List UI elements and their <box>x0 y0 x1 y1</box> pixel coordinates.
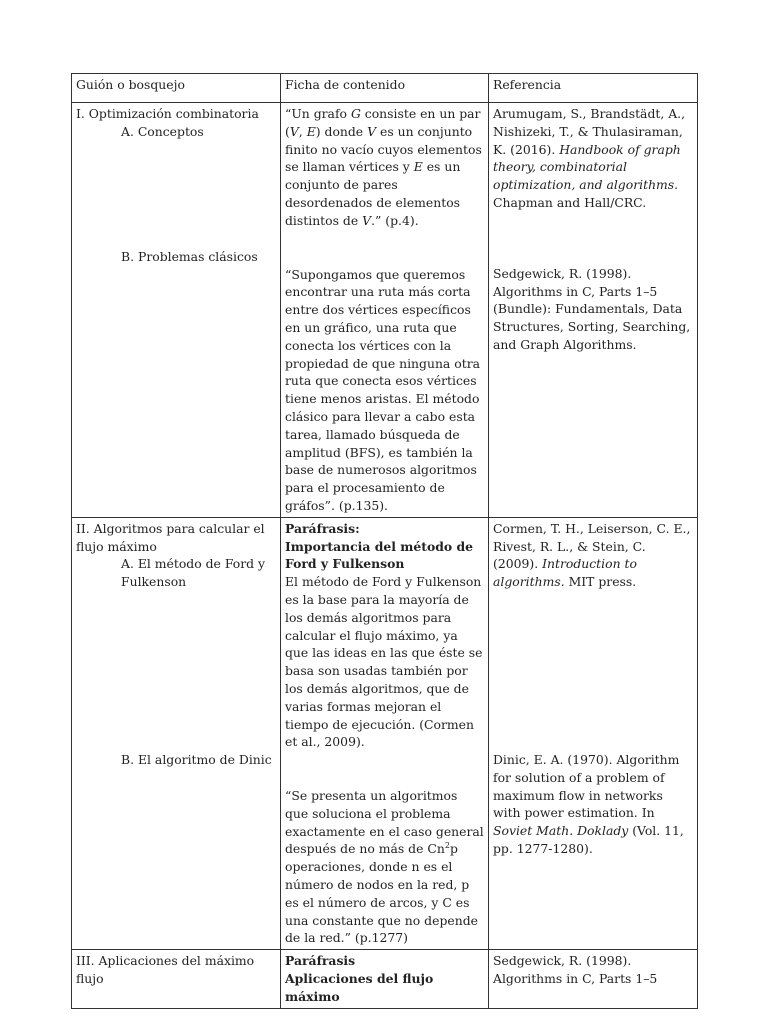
section-1b-reference: Sedgewick, R. (1998). Algorithms in C, Parts 1–5 (Bundle): Fundamentals, Data Structures, Sorting, Searching, and Graph Algorithms. <box>493 265 691 352</box>
content-table <box>71 73 698 1009</box>
section-3-title: III. Aplicaciones del máximo flujo <box>76 953 255 987</box>
section-3-reference: Sedgewick, R. (1998). Algorithms in C, Parts 1–5 <box>493 953 658 987</box>
reference-cell-1 <box>489 103 698 518</box>
header-content-card: Ficha de contenido <box>281 74 489 103</box>
section-2-title: II. Algoritmos para calcular el flujo máximo <box>76 520 265 554</box>
outline-cell-3 <box>72 950 281 1008</box>
header-reference: Referencia <box>489 74 698 103</box>
section-1a-label: A. Conceptos <box>121 123 204 139</box>
section-1-title: I. Optimización combinatoria <box>76 106 259 121</box>
section-2b-label: B. El algoritmo de Dinic <box>121 751 272 767</box>
section-1-row <box>72 103 698 518</box>
content-cell-2 <box>281 517 489 950</box>
section-2a-reference: Cormen, T. H., Leiserson, C. E., Rivest, R. L., & Stein, C. (2009). Introduction to algorithms. MIT press. <box>493 520 691 590</box>
section-2b-quote: “Se presenta un algoritmos que soluciona el problema exactamente en el caso general después de no más de Cn$^2$p operaciones, donde n es el número de nodos en la red, p es el número de arcos, y C es una constante que no depende de la red.” (p.1277) <box>285 788 484 946</box>
content-cell-3 <box>281 950 489 1008</box>
section-1b-label: B. Problemas clásicos <box>121 248 258 264</box>
section-2a-label: A. El método de Ford y Fulkenson <box>121 556 265 590</box>
section-2-row <box>72 517 698 950</box>
content-cell-1 <box>281 103 489 518</box>
header-row <box>72 74 698 103</box>
reference-cell-2 <box>489 517 698 950</box>
section-3-heading-1: Paráfrasis <box>285 953 356 969</box>
section-2a-paraphrase: El método de Ford y Fulkenson es la base para la mayoría de los demás algoritmos para calcular el flujo máximo, ya que las ideas en las que éste se basa son usadas también por los demás algoritmos, que de varias formas mejoran el tiempo de ejecución. (Cormen et al., 2009). <box>285 574 483 750</box>
section-2b-reference: Dinic, E. A. (1970). Algorithm for solution of a problem of maximum flow in networks with power estimation. In Soviet Math. Doklady (Vol. 11, pp. 1277-1280). <box>493 751 684 856</box>
section-1a-quote: “Un grafo G consiste en un par (V, E) donde V es un conjunto finito no vacío cuyos elementos se llaman vértices y E es un conjunto de pares desordenados de elementos distintos de V.” (p.4). <box>285 106 482 228</box>
section-1b-quote: “Supongamos que queremos encontrar una ruta más corta entre dos vértices específicos en un gráfico, una ruta que conecta los vértices con la propiedad de que ninguna otra ruta que conecta esos vértices tiene menos aristas. El método clásico para llevar a cabo esta tarea, llamado búsqueda de amplitud (BFS), es también la base de numerosos algoritmos para el procesamiento de gráfos”. (p.135). <box>285 266 481 513</box>
section-1a-reference: Arumugam, S., Brandstädt, A., Nishizeki, T., & Thulasiraman, K. (2016). Handbook of graph theory, combinatorial optimization, and algorithms. Chapman and Hall/CRC. <box>493 106 686 210</box>
header-outline: Guión o bosquejo <box>72 74 281 103</box>
outline-cell-1 <box>72 103 281 518</box>
section-3-row <box>72 950 698 1008</box>
section-2a-heading-1: Paráfrasis: <box>285 520 360 536</box>
section-3-heading-2: Aplicaciones del flujo máximo <box>285 971 434 1004</box>
outline-cell-2 <box>72 517 281 950</box>
section-2a-heading-2: Importancia del método de Ford y Fulkenson <box>285 538 474 572</box>
reference-cell-3 <box>489 950 698 1008</box>
